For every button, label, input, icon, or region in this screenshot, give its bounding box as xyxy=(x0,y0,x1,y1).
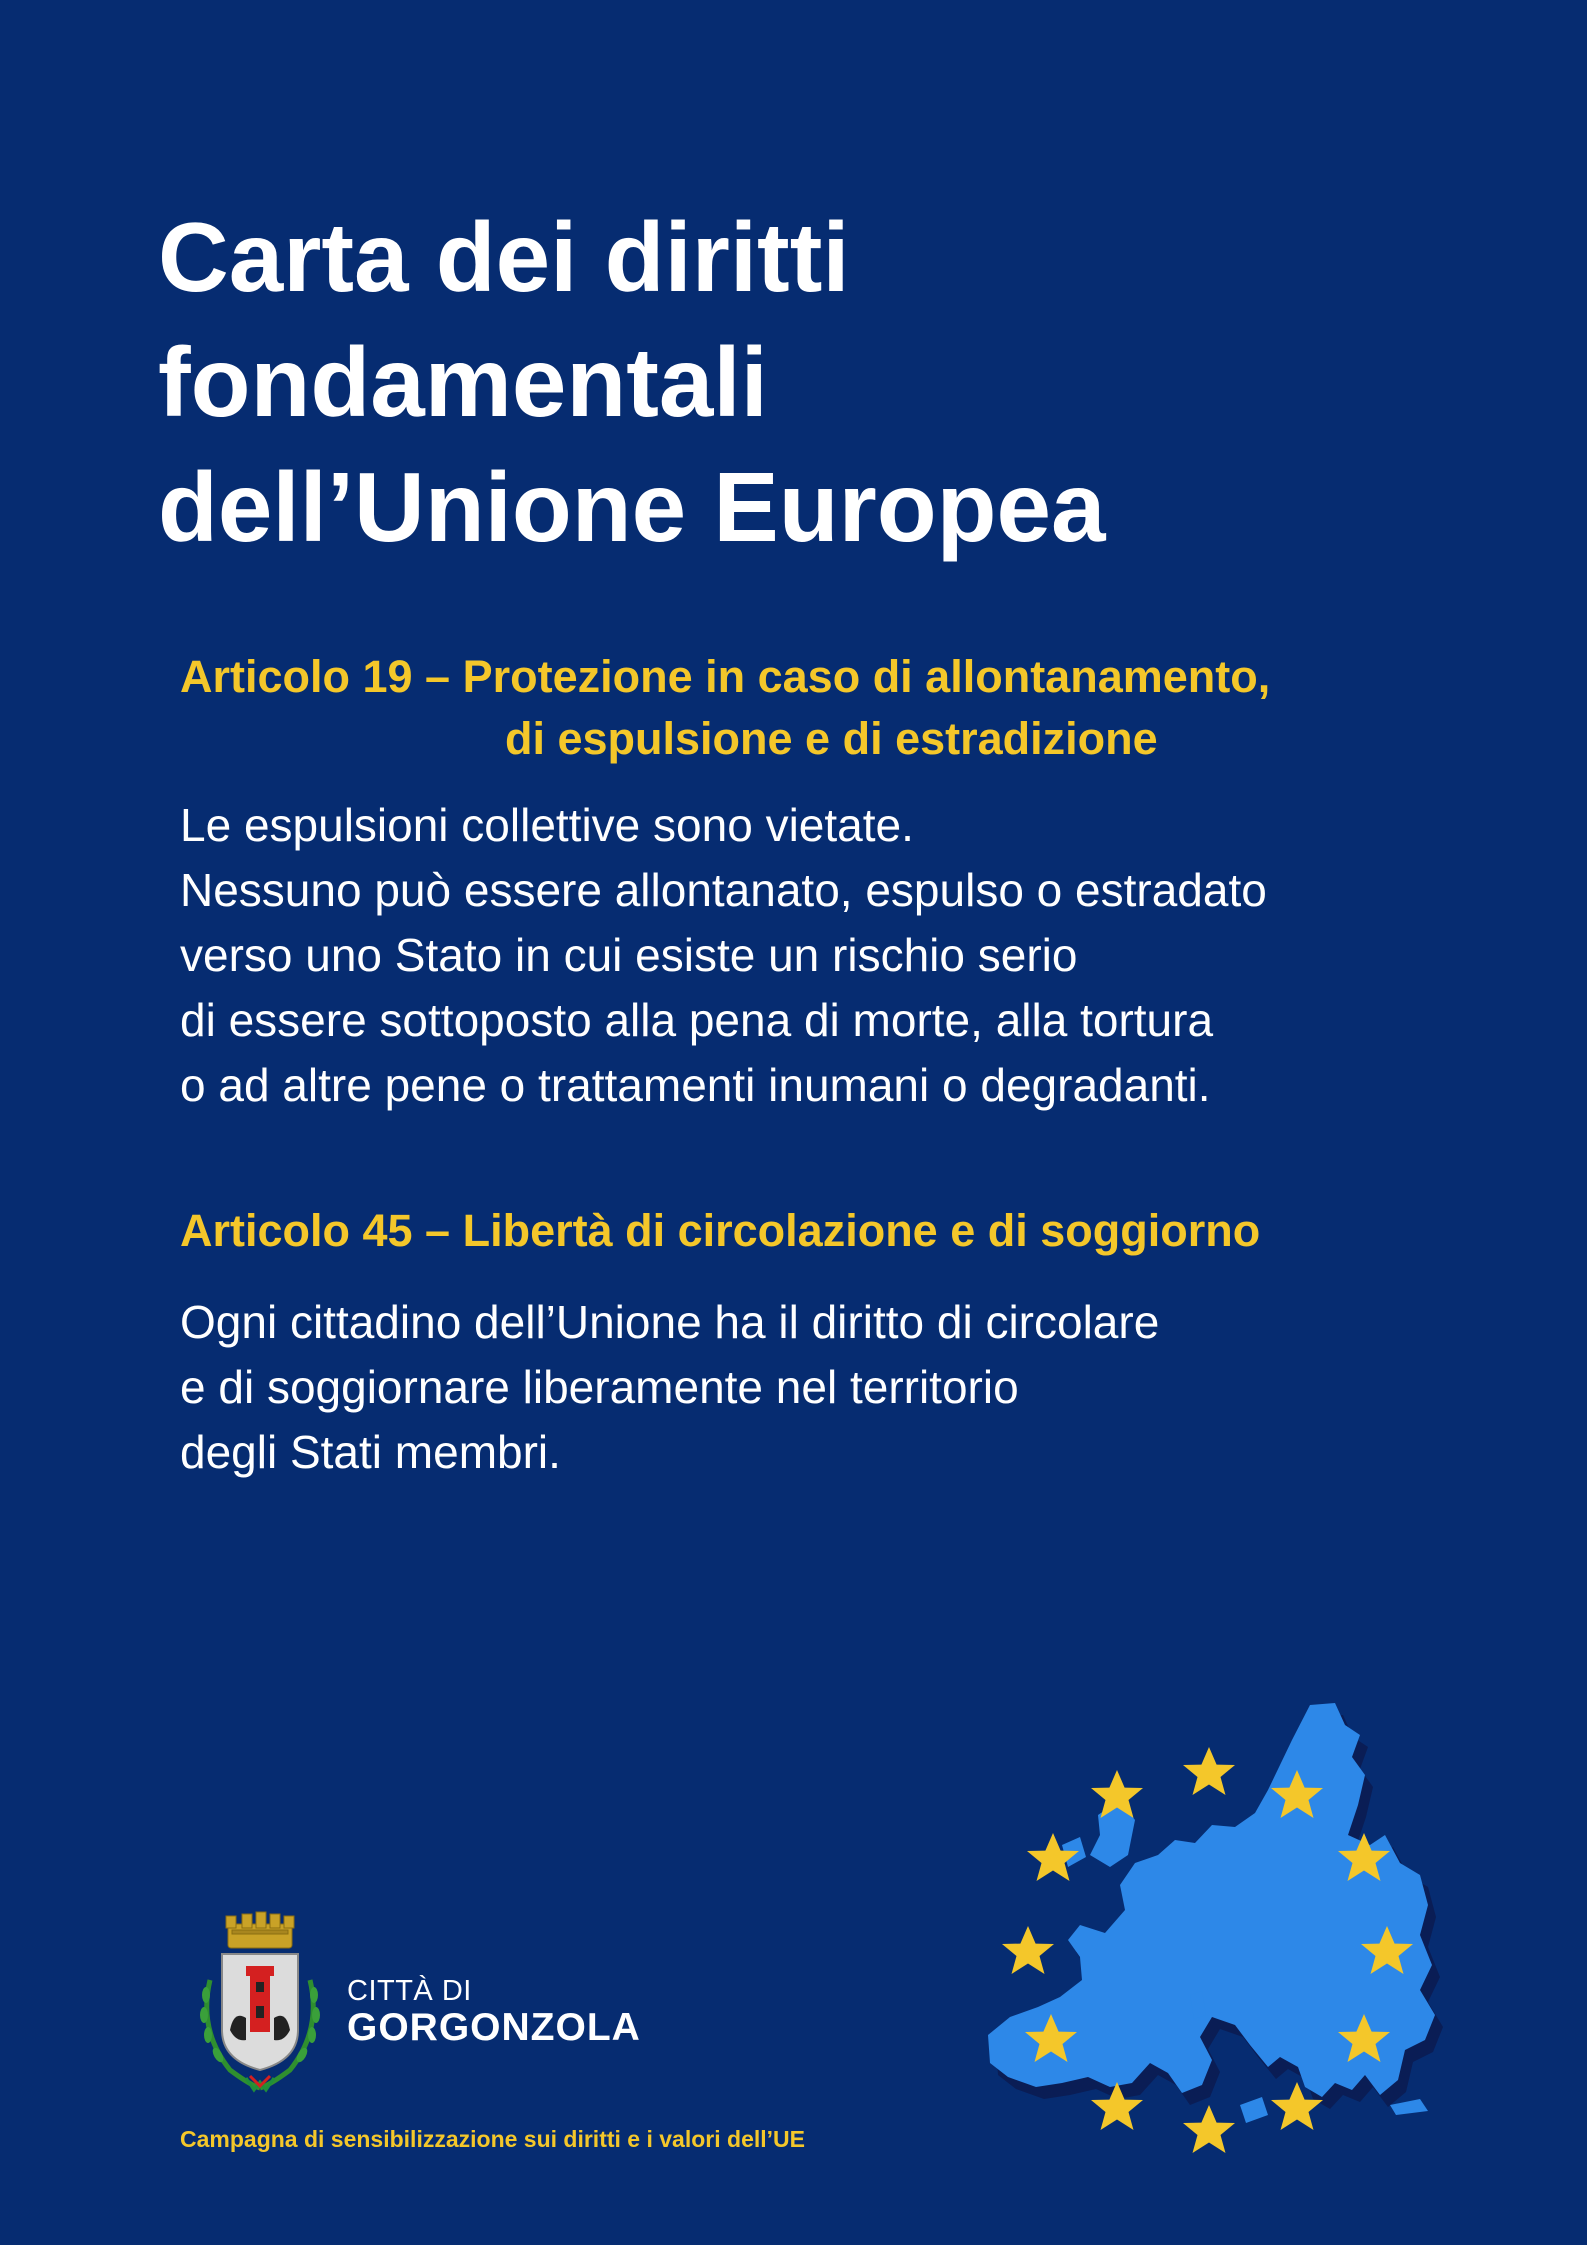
article-19-text xyxy=(180,793,1267,1118)
article-45-text xyxy=(180,1290,1159,1485)
article-19-line: di essere sottoposto alla pena di morte, alla tortura xyxy=(180,994,1214,1046)
article-45-heading: Articolo 45 – Libertà di circolazione e di soggiorno xyxy=(180,1205,1261,1256)
article-19-heading xyxy=(180,646,1480,770)
star-icon xyxy=(1002,1926,1054,1974)
article-19-line: Le espulsioni collettive sono vietate. xyxy=(180,799,914,851)
article-45-line: e di soggiornare liberamente nel territorio xyxy=(180,1361,1019,1413)
article-19-line: o ad altre pene o trattamenti inumani o degradanti. xyxy=(180,1059,1211,1111)
article-45-line: Ogni cittadino dell’Unione ha il diritto di circolare xyxy=(180,1296,1160,1348)
article-19-line: Nessuno può essere allontanato, espulso o estradato xyxy=(180,864,1267,916)
article-19-heading-line-2: di espulsione e di estradizione xyxy=(505,713,1158,764)
article-19-line: verso uno Stato in cui esiste un rischio serio xyxy=(180,929,1078,981)
tower-icon xyxy=(246,1966,274,2032)
title-line-3: dell’Unione Europea xyxy=(158,452,1106,562)
title-line-2: fondamentali xyxy=(158,327,768,437)
campaign-text: Campagna di sensibilizzazione sui diritti e i valori dell’UE xyxy=(180,2126,805,2152)
city-name: GORGONZOLA xyxy=(347,2006,641,2049)
page-title xyxy=(158,195,1458,570)
city-prefix: CITTÀ DI xyxy=(347,1975,472,2007)
coat-of-arms-icon xyxy=(190,1910,330,2095)
crown-icon xyxy=(226,1912,294,1948)
title-line-1: Carta dei diritti xyxy=(158,202,850,312)
city-name-block xyxy=(347,1975,641,2049)
article-45-line: degli Stati membri. xyxy=(180,1426,561,1478)
star-icon xyxy=(1183,2105,1235,2153)
eu-map-icon xyxy=(950,1695,1490,2165)
star-icon xyxy=(1183,1747,1235,1795)
article-19-heading-line-1: Articolo 19 – Protezione in caso di allontanamento, xyxy=(180,651,1271,702)
star-icon xyxy=(1027,1833,1079,1881)
